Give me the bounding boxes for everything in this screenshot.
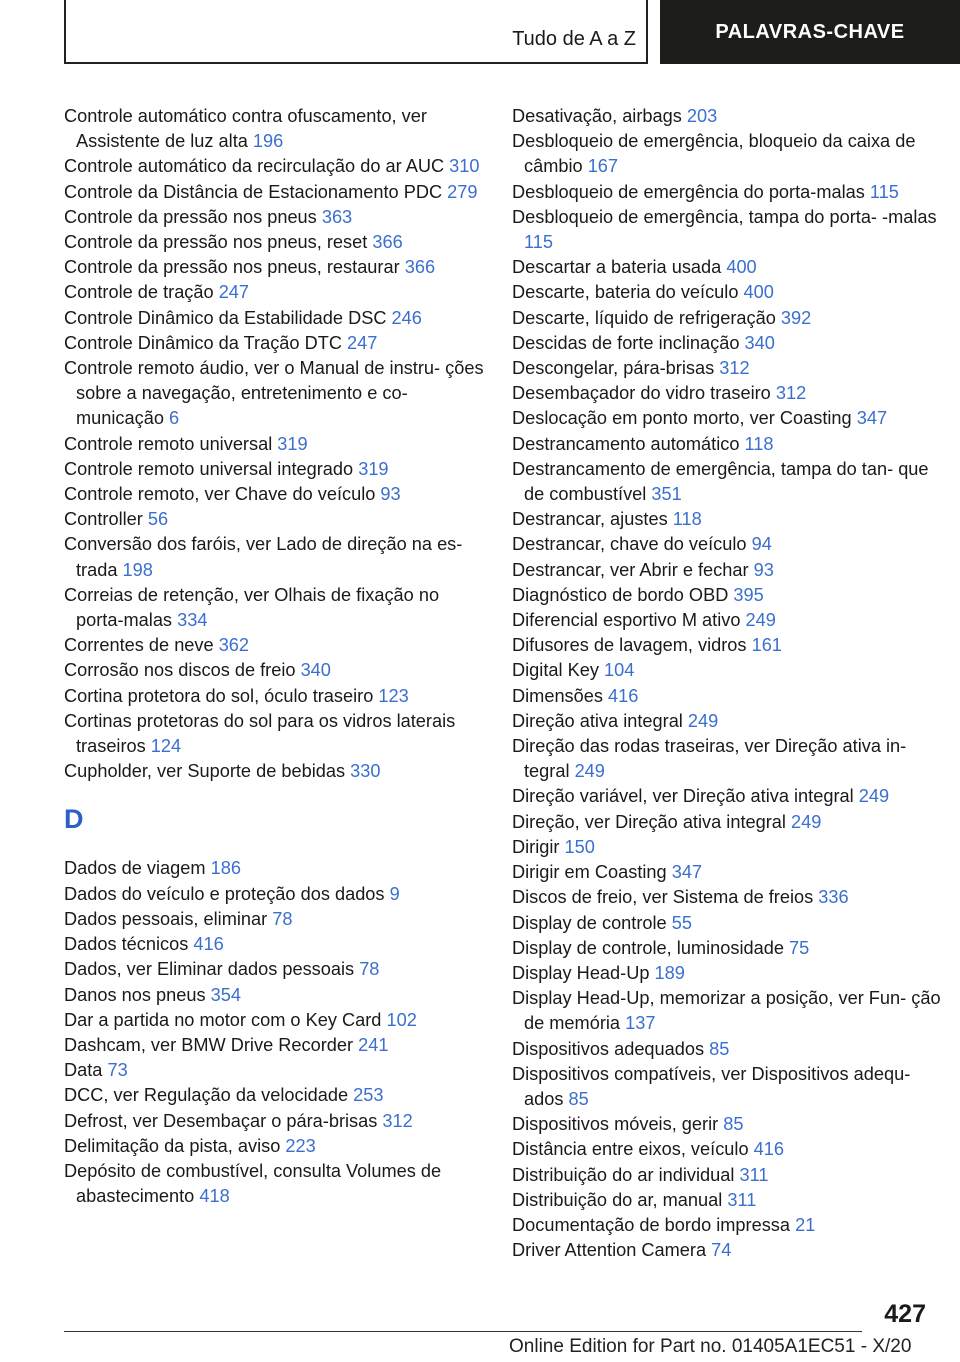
header-rule-bottom [64, 62, 648, 64]
index-entry [512, 1137, 942, 1162]
page-reference-link[interactable]: 21 [795, 1214, 816, 1235]
index-entry-text: Descidas de forte inclinação [512, 332, 745, 353]
page-reference-link[interactable]: 9 [389, 883, 400, 904]
page-reference-link[interactable]: 340 [300, 660, 331, 681]
index-entry [64, 583, 484, 633]
index-entry [64, 230, 484, 255]
index-entry [512, 1112, 942, 1137]
page-reference-link[interactable]: 312 [382, 1110, 413, 1131]
index-entry [512, 1238, 942, 1263]
page-reference-link[interactable]: 196 [252, 131, 284, 152]
index-entry-text: Dispositivos adequados [512, 1038, 710, 1059]
page-reference-link[interactable]: 124 [150, 736, 182, 757]
page-reference-link[interactable]: 366 [372, 232, 403, 253]
page-reference-link[interactable]: 319 [358, 458, 389, 479]
index-entry [64, 255, 484, 280]
index-letter-heading: D [64, 804, 84, 835]
page-reference-link[interactable]: 241 [358, 1034, 389, 1055]
index-entry-text: Dados, ver Eliminar dados pessoais [64, 959, 360, 980]
page-reference-link[interactable]: 85 [723, 1114, 744, 1135]
index-entry-text: Diferencial esportivo M ativo [512, 610, 746, 631]
index-entry [512, 280, 942, 305]
index-entry [512, 432, 942, 457]
index-entry [64, 432, 484, 457]
index-entry-text: Documentação de bordo impressa [512, 1214, 796, 1235]
index-entry-text: Descongelar, pára-brisas [512, 358, 720, 379]
index-entry-text: Dar a partida no motor com o Key Card [64, 1009, 387, 1030]
index-entry [512, 507, 942, 532]
index-entry-text: Distribuição do ar, manual [512, 1189, 728, 1210]
index-entry [512, 306, 942, 331]
index-entry-text: Depósito de combustível, consulta Volumes de abastecimento [64, 1160, 442, 1207]
page-reference-link[interactable]: 73 [107, 1060, 128, 1081]
entry-list-c [64, 104, 484, 784]
index-entry [512, 129, 942, 179]
page-reference-link[interactable]: 392 [780, 307, 812, 328]
index-entry-text: Controle remoto universal [64, 433, 278, 454]
page-reference-link[interactable]: 319 [277, 433, 308, 454]
index-entry [64, 205, 484, 230]
index-entry [512, 381, 942, 406]
index-entry [64, 759, 484, 784]
index-column-right [512, 104, 942, 1263]
page-reference-link[interactable]: 247 [218, 282, 250, 303]
index-entry [512, 205, 942, 255]
index-entry [512, 860, 942, 885]
index-entry-text: Direção variável, ver Direção ativa integral [512, 786, 859, 807]
page-reference-link[interactable]: 55 [671, 912, 692, 933]
page-reference-link[interactable]: 362 [218, 635, 250, 656]
index-entry [64, 907, 484, 932]
page-reference-link[interactable]: 249 [574, 761, 605, 782]
page-reference-link[interactable]: 249 [687, 710, 719, 731]
page-reference-link[interactable]: 85 [709, 1038, 730, 1059]
index-entry-text: Controle da Distância de Estacionamento PDC [64, 181, 448, 202]
index-entry-text: Correias de retenção, ver Olhais de fixação no porta-malas [64, 584, 440, 631]
page-reference-link[interactable]: 249 [858, 786, 890, 807]
page-number: 427 [884, 1300, 926, 1328]
index-entry-text: Dashcam, ver BMW Drive Recorder [64, 1034, 359, 1055]
page-reference-link[interactable]: 351 [651, 484, 682, 505]
page-reference-link[interactable]: 311 [727, 1189, 757, 1210]
index-entry [512, 457, 942, 507]
edition-note: Online Edition for Part no. 01405A1EC51 - X/20 [509, 1336, 912, 1357]
index-entry-text: Danos nos pneus [64, 984, 211, 1005]
index-entry-text: Conversão dos faróis, ver Lado de direção na es- trada [64, 534, 463, 580]
index-entry [64, 684, 484, 709]
index-entry-text: Controle remoto áudio, ver o Manual de instru- ções sobre a navegação, entretenimento e co- municação [64, 358, 484, 429]
page-reference-link[interactable]: 93 [380, 484, 401, 505]
index-entry-text: Direção, ver Direção ativa integral [512, 811, 791, 832]
page-reference-link[interactable]: 118 [744, 433, 774, 454]
index-entry-text: Discos de freio, ver Sistema de freios [512, 887, 819, 908]
index-entry [512, 911, 942, 936]
chapter-tab: PALAVRAS-CHAVE [660, 0, 960, 64]
index-entry-text: Controller [64, 509, 148, 530]
index-entry [64, 957, 484, 982]
page-reference-link[interactable]: 85 [568, 1088, 589, 1109]
index-entry-text: Display Head-Up, memorizar a posição, ver Fun- ção de memória [512, 988, 941, 1034]
index-entry-text: Defrost, ver Desembaçar o pára-brisas [64, 1110, 383, 1131]
page-reference-link[interactable]: 336 [818, 887, 849, 908]
index-entry-text: Corrosão nos discos de freio [64, 660, 301, 681]
index-entry-text: Data [64, 1060, 108, 1081]
page-reference-link[interactable]: 56 [147, 509, 169, 530]
index-entry [512, 1213, 942, 1238]
index-entry-text: Controle Dinâmico da Estabilidade DSC [64, 307, 392, 328]
page-reference-link[interactable]: 416 [193, 934, 224, 955]
page-reference-link[interactable]: 93 [753, 559, 774, 580]
index-entry [512, 532, 942, 557]
page-reference-link[interactable]: 115 [524, 232, 553, 253]
index-entry-text: Destrancar, chave do veículo [512, 534, 752, 555]
index-entry [64, 1058, 484, 1083]
index-entry [64, 457, 484, 482]
index-entry [64, 1109, 484, 1134]
index-entry-text: Desbloqueio de emergência, bloqueio da caixa de câmbio [512, 131, 916, 177]
index-entry-text: Dimensões [512, 685, 609, 706]
index-entry [64, 1159, 484, 1209]
index-entry-text: Display de controle, luminosidade [512, 937, 790, 958]
index-entry-text: Destrancamento de emergência, tampa do tan- que de combustível [512, 458, 929, 505]
index-entry [64, 104, 484, 154]
index-entry-text: Digital Key [512, 660, 604, 681]
page-reference-link[interactable]: 418 [199, 1186, 230, 1207]
index-entry [64, 709, 484, 759]
index-entry-text: Dados pessoais, eliminar [64, 908, 273, 929]
index-entry [512, 1037, 942, 1062]
index-entry [64, 882, 484, 907]
index-entry [512, 406, 942, 431]
page-reference-link[interactable]: 78 [359, 959, 380, 980]
index-entry [64, 658, 484, 683]
index-entry [512, 961, 942, 986]
page-reference-link[interactable]: 223 [285, 1135, 316, 1156]
index-entry-text: Controle automático contra ofuscamento, ver Assistente de luz alta [64, 106, 427, 152]
page-reference-link[interactable]: 104 [604, 660, 635, 681]
index-entry [64, 154, 484, 179]
index-entry-text: Diagnóstico de bordo OBD [512, 584, 734, 605]
index-column-left [64, 104, 484, 1209]
index-entry-text: Controle Dinâmico da Tração DTC [64, 332, 348, 353]
index-entry [512, 104, 942, 129]
index-entry [64, 280, 484, 305]
index-entry-text: Distribuição do ar individual [512, 1164, 740, 1185]
page-header [64, 0, 960, 64]
entry-list-d-left [64, 856, 484, 1209]
page-reference-link[interactable]: 102 [386, 1009, 417, 1030]
index-entry-text: Cupholder, ver Suporte de bebidas [64, 761, 351, 782]
page-reference-link[interactable]: 123 [378, 685, 409, 706]
page-reference-link[interactable]: 347 [671, 862, 703, 883]
page-reference-link[interactable]: 330 [350, 761, 381, 782]
index-entry-text: Controle remoto universal integrado [64, 458, 359, 479]
index-entry-text: Desbloqueio de emergência, tampa do porta- -malas [512, 206, 937, 227]
page-reference-link[interactable]: 334 [177, 610, 208, 631]
index-entry-text: Dirigir em Coasting [512, 862, 672, 883]
index-entry-text: Dispositivos compatíveis, ver Dispositivos adequ- ados [512, 1063, 911, 1109]
index-entry-text: Controle da pressão nos pneus, restaurar [64, 257, 405, 278]
page-reference-link[interactable]: 249 [791, 811, 822, 832]
index-entry [512, 633, 942, 658]
page-reference-link[interactable]: 78 [272, 908, 293, 929]
index-entry-text: Dirigir [512, 836, 565, 857]
page-reference-link[interactable]: 400 [726, 257, 757, 278]
index-entry-text: Display Head-Up [512, 962, 655, 983]
page-reference-link[interactable]: 198 [122, 559, 153, 580]
index-entry-text: Descarte, líquido de refrigeração [512, 307, 781, 328]
index-entry [64, 1008, 484, 1033]
page-reference-link[interactable]: 6 [169, 408, 180, 429]
index-entry-text: Controle da pressão nos pneus, reset [64, 232, 373, 253]
index-entry-text: Destrancar, ajustes [512, 509, 673, 530]
index-entry-text: Correntes de neve [64, 635, 219, 656]
index-entry-text: Destrancar, ver Abrir e fechar [512, 559, 754, 580]
index-entry-text: Destrancamento automático [512, 433, 745, 454]
page-reference-link[interactable]: 247 [347, 332, 378, 353]
index-entry [512, 658, 942, 683]
footer-rule [64, 1331, 862, 1332]
index-entry [512, 1062, 942, 1112]
page-reference-link[interactable]: 75 [789, 937, 810, 958]
page-reference-link[interactable]: 167 [587, 156, 619, 177]
index-entry-text: Dados de viagem [64, 858, 211, 879]
index-entry-text: Descartar a bateria usada [512, 257, 727, 278]
index-entry [512, 885, 942, 910]
index-entry [64, 507, 484, 532]
index-entry [64, 856, 484, 881]
index-entry-text: Cortina protetora do sol, óculo traseiro [64, 685, 379, 706]
index-entry-text: Cortinas protetoras do sol para os vidros laterais traseiros [64, 710, 456, 757]
index-entry [512, 331, 942, 356]
page-reference-link[interactable]: 246 [391, 307, 422, 328]
index-entry [64, 1083, 484, 1108]
page-reference-link[interactable]: 395 [733, 584, 764, 605]
index-entry [512, 1188, 942, 1213]
index-entry [64, 331, 484, 356]
index-entry [512, 558, 942, 583]
index-entry-text: Dispositivos móveis, gerir [512, 1114, 724, 1135]
page-reference-link[interactable]: 311 [739, 1164, 769, 1185]
index-entry [64, 356, 484, 432]
page-reference-link[interactable]: 94 [751, 534, 772, 555]
index-entry-text: Delimitação da pista, aviso [64, 1135, 286, 1156]
index-entry [64, 983, 484, 1008]
page-reference-link[interactable]: 279 [447, 181, 478, 202]
index-entry-text: Dados do veículo e proteção dos dados [64, 883, 390, 904]
index-entry [64, 633, 484, 658]
index-entry-text: Distância entre eixos, veículo [512, 1139, 754, 1160]
index-entry [512, 583, 942, 608]
page-reference-link[interactable]: 118 [672, 509, 702, 530]
index-entry [512, 986, 942, 1036]
index-entry-text: Descarte, bateria do veículo [512, 282, 744, 303]
page-reference-link[interactable]: 186 [210, 858, 241, 879]
page-reference-link[interactable]: 312 [775, 383, 807, 404]
page-reference-link[interactable]: 416 [608, 685, 639, 706]
index-entry [512, 709, 942, 734]
page-reference-link[interactable]: 340 [744, 332, 775, 353]
index-entry-text: Direção das rodas traseiras, ver Direção ativa in- tegral [512, 736, 907, 782]
index-entry [512, 1163, 942, 1188]
index-entry [512, 810, 942, 835]
index-entry-text: Direção ativa integral [512, 710, 688, 731]
index-entry [64, 180, 484, 205]
index-entry-text: Controle remoto, ver Chave do veículo [64, 484, 381, 505]
index-entry [64, 1134, 484, 1159]
section-title: Tudo de A a Z [512, 28, 636, 50]
index-entry-text: Deslocação em ponto morto, ver Coasting [512, 408, 857, 429]
index-entry [512, 784, 942, 809]
index-entry [64, 306, 484, 331]
page-reference-link[interactable]: 115 [869, 181, 899, 202]
index-entry-text: Controle automático da recirculação do ar AUC [64, 156, 450, 177]
index-entry [64, 532, 484, 582]
page-reference-link[interactable]: 253 [353, 1085, 384, 1106]
index-entry-text: Driver Attention Camera [512, 1240, 712, 1261]
index-entry-text: DCC, ver Regulação da velocidade [64, 1085, 354, 1106]
page-reference-link[interactable]: 74 [711, 1240, 732, 1261]
index-entry [512, 936, 942, 961]
page-reference-link[interactable]: 137 [625, 1013, 656, 1034]
page-reference-link[interactable]: 354 [210, 984, 241, 1005]
page-reference-link[interactable]: 150 [564, 836, 595, 857]
index-entry [512, 734, 942, 784]
index-entry-text: Desativação, airbags [512, 106, 687, 126]
page-reference-link[interactable]: 400 [743, 282, 774, 303]
index-entry [512, 180, 942, 205]
page-reference-link[interactable]: 347 [856, 408, 888, 429]
index-entry [512, 356, 942, 381]
index-entry-text: Difusores de lavagem, vidros [512, 635, 752, 656]
page-reference-link[interactable]: 203 [686, 106, 718, 126]
header-rule-divider [646, 0, 648, 64]
index-entry [64, 1033, 484, 1058]
index-entry-text: Controle da pressão nos pneus [64, 206, 322, 227]
page-reference-link[interactable]: 363 [321, 206, 353, 227]
page-reference-link[interactable]: 366 [404, 257, 436, 278]
index-entry [512, 684, 942, 709]
page-reference-link[interactable]: 312 [719, 358, 750, 379]
index-entry-text: Desembaçador do vidro traseiro [512, 383, 776, 404]
index-entry-text: Dados técnicos [64, 934, 194, 955]
index-entry [64, 482, 484, 507]
index-entry [512, 255, 942, 280]
page-reference-link[interactable]: 189 [654, 962, 685, 983]
page-reference-link[interactable]: 249 [745, 610, 776, 631]
page-reference-link[interactable]: 161 [751, 635, 782, 656]
index-entry [512, 608, 942, 633]
page-reference-link[interactable]: 416 [753, 1139, 784, 1160]
index-entry-text: Display de controle [512, 912, 672, 933]
index-entry [512, 835, 942, 860]
page-reference-link[interactable]: 310 [449, 156, 480, 177]
index-entry [64, 932, 484, 957]
index-entry-text: Controle de tração [64, 282, 219, 303]
entry-list-d-right [512, 104, 942, 1263]
index-entry-text: Desbloqueio de emergência do porta-malas [512, 181, 870, 202]
